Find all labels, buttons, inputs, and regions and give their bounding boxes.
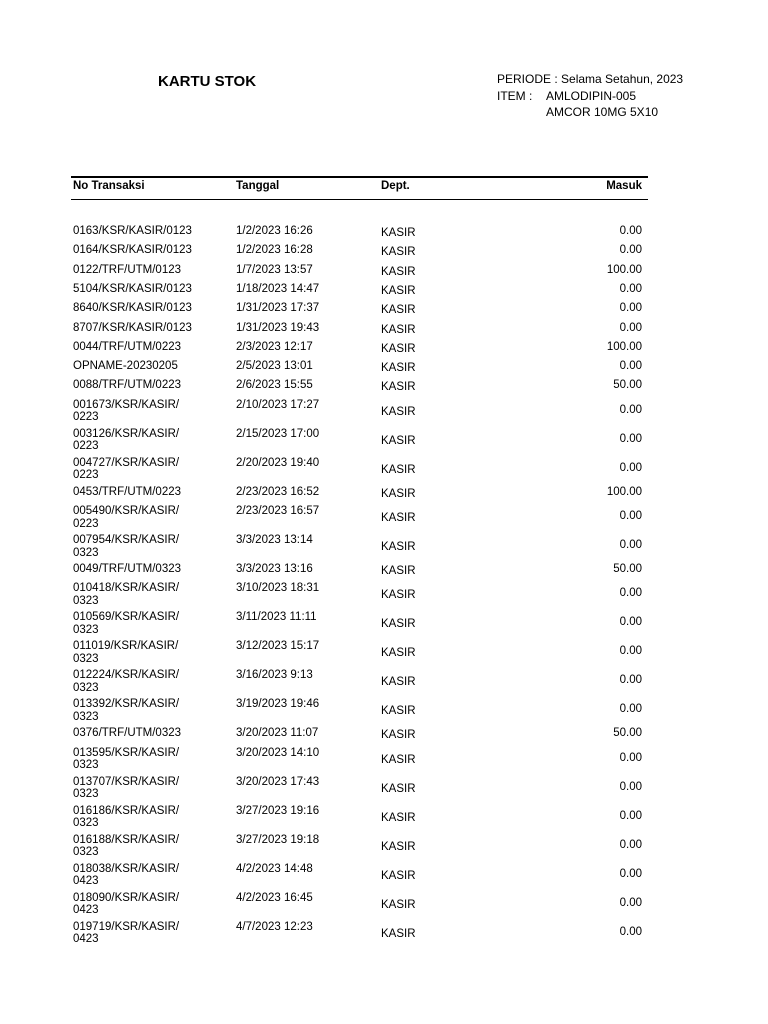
cell-dept: KASIR: [381, 246, 416, 259]
cell-dept: KASIR: [381, 647, 416, 660]
cell-no-transaksi: 016186/KSR/KASIR/​0323: [73, 804, 180, 830]
cell-no-transaksi: 004727/KSR/KASIR/​0223: [73, 456, 180, 482]
table-row: [0, 610, 768, 639]
cell-tanggal: 2/3/2023 12:17: [236, 340, 313, 353]
table-row: [0, 398, 768, 427]
cell-dept: KASIR: [381, 729, 416, 742]
table-row: [0, 359, 768, 378]
cell-no-transaksi: 0044/TRF/UTM/0223: [73, 340, 182, 353]
cell-masuk: 100.00: [606, 263, 642, 276]
table-row: [0, 804, 768, 833]
cell-masuk: 0.00: [619, 244, 642, 257]
cell-tanggal: 2/5/2023 13:01: [236, 360, 313, 373]
cell-dept: KASIR: [381, 405, 416, 418]
cell-dept: KASIR: [381, 512, 416, 524]
cell-masuk: 0.00: [619, 645, 642, 658]
cell-masuk: 0.00: [619, 587, 642, 600]
cell-tanggal: 1/2/2023 16:26: [236, 225, 313, 237]
cell-masuk: 0.00: [619, 432, 642, 445]
table-row: [0, 746, 768, 775]
cell-no-transaksi: 007954/KSR/KASIR/​0323: [73, 534, 180, 559]
cell-masuk: 0.00: [619, 925, 642, 938]
cell-no-transaksi: 005490/KSR/KASIR/​0223: [73, 505, 180, 530]
period-text: PERIODE : Selama Setahun, 2023: [497, 72, 684, 86]
cell-no-transaksi: 001673/KSR/KASIR/​0223: [73, 398, 180, 424]
cell-dept: KASIR: [381, 753, 416, 766]
cell-tanggal: 4/7/2023 12:23: [236, 920, 313, 933]
cell-dept: KASIR: [381, 284, 416, 297]
cell-tanggal: 2/20/2023 19:40: [236, 456, 320, 469]
item-name: AMCOR 10MG 5X10: [546, 105, 659, 119]
cell-dept: KASIR: [381, 304, 416, 317]
table-row: [0, 263, 768, 282]
item-label: ITEM :: [497, 89, 533, 103]
cell-tanggal: 3/27/2023 19:18: [236, 833, 320, 846]
cell-no-transaksi: 013595/KSR/KASIR/​0323: [73, 746, 180, 772]
table-row: [0, 243, 768, 262]
cell-no-transaksi: 0088/TRF/UTM/0223: [73, 379, 182, 392]
table-row: [0, 726, 768, 745]
cell-tanggal: 3/11/2023 11:11: [236, 611, 317, 624]
table-row: [0, 920, 768, 949]
table-row: [0, 833, 768, 862]
cell-no-transaksi: 019719/KSR/KASIR/​0423: [73, 920, 180, 946]
cell-no-transaksi: 0376/TRF/UTM/0323: [73, 727, 182, 740]
cell-dept: KASIR: [381, 840, 416, 853]
cell-tanggal: 4/2/2023 16:45: [236, 891, 313, 904]
cell-tanggal: 3/3/2023 13:16: [236, 563, 313, 575]
cell-no-transaksi: 0164/KSR/KASIR/0123: [73, 244, 192, 257]
cell-masuk: 0.00: [619, 539, 642, 551]
cell-masuk: 0.00: [619, 867, 642, 880]
cell-dept: KASIR: [381, 565, 416, 577]
cell-masuk: 0.00: [619, 674, 642, 687]
cell-tanggal: 4/2/2023 14:48: [236, 862, 313, 875]
cell-tanggal: 2/23/2023 16:57: [236, 505, 320, 517]
table-row: [0, 862, 768, 891]
table-row: [0, 427, 768, 456]
cell-no-transaksi: 010569/KSR/KASIR/​0323: [73, 611, 180, 636]
table-row: [0, 282, 768, 301]
cell-tanggal: 1/2/2023 16:28: [236, 244, 313, 257]
table-row: [0, 301, 768, 320]
cell-dept: KASIR: [381, 434, 416, 447]
cell-no-transaksi: 0122/TRF/UTM/0123: [73, 263, 182, 276]
table-row: [0, 378, 768, 397]
cell-dept: KASIR: [381, 618, 416, 631]
cell-masuk: 0.00: [619, 403, 642, 416]
table-row: [0, 891, 768, 920]
cell-masuk: 0.00: [619, 751, 642, 764]
cell-masuk: 100.00: [606, 340, 642, 353]
cell-no-transaksi: 010418/KSR/KASIR/​0323: [73, 582, 180, 607]
cell-dept: KASIR: [381, 227, 416, 239]
table-row: [0, 456, 768, 485]
cell-masuk: 0.00: [619, 616, 642, 629]
cell-tanggal: 1/18/2023 14:47: [236, 282, 320, 295]
table-row: [0, 340, 768, 359]
cell-tanggal: 3/27/2023 19:16: [236, 804, 320, 817]
cell-no-transaksi: 0049/TRF/UTM/0323: [73, 563, 182, 575]
cell-no-transaksi: 018090/KSR/KASIR/​0423: [73, 891, 180, 917]
table-row: [0, 533, 768, 562]
cell-no-transaksi: 5104/KSR/KASIR/0123: [73, 282, 192, 295]
cell-dept: KASIR: [381, 487, 416, 500]
column-header-tanggal: Tanggal: [236, 180, 280, 192]
column-header-dept: Dept.: [381, 180, 410, 192]
column-header-no: No Transaksi: [73, 180, 145, 192]
table-row: [0, 668, 768, 697]
cell-no-transaksi: 013707/KSR/KASIR/​0323: [73, 775, 180, 801]
cell-no-transaksi: OPNAME-20230205: [73, 360, 178, 373]
cell-masuk: 0.00: [619, 360, 642, 373]
cell-tanggal: 1/31/2023 19:43: [236, 321, 320, 334]
cell-dept: KASIR: [381, 265, 416, 278]
cell-masuk: 0.00: [619, 703, 642, 716]
cell-no-transaksi: 018038/KSR/KASIR/​0423: [73, 862, 180, 888]
cell-tanggal: 2/15/2023 17:00: [236, 427, 320, 440]
cell-masuk: 0.00: [619, 838, 642, 851]
table-row: [0, 224, 768, 243]
cell-tanggal: 3/12/2023 15:17: [236, 640, 320, 653]
cell-dept: KASIR: [381, 342, 416, 355]
cell-masuk: 0.00: [619, 225, 642, 237]
cell-dept: KASIR: [381, 323, 416, 336]
cell-masuk: 0.00: [619, 809, 642, 822]
item-code: AMLODIPIN-005: [546, 89, 637, 103]
cell-masuk: 0.00: [619, 321, 642, 334]
table-row: [0, 697, 768, 726]
cell-masuk: 50.00: [613, 727, 642, 740]
cell-tanggal: 3/20/2023 11:07: [236, 727, 319, 740]
cell-no-transaksi: 012224/KSR/KASIR/​0323: [73, 669, 180, 694]
cell-dept: KASIR: [381, 898, 416, 911]
column-header-masuk: Masuk: [606, 180, 642, 192]
cell-no-transaksi: 0453/TRF/UTM/0223: [73, 485, 182, 498]
report-title: KARTU STOK: [158, 73, 257, 90]
cell-tanggal: 3/20/2023 17:43: [236, 775, 320, 788]
cell-tanggal: 3/19/2023 19:46: [236, 698, 320, 711]
cell-no-transaksi: 016188/KSR/KASIR/​0323: [73, 833, 180, 859]
cell-masuk: 50.00: [613, 563, 642, 575]
cell-tanggal: 1/7/2023 13:57: [236, 263, 313, 276]
cell-no-transaksi: 8707/KSR/KASIR/0123: [73, 321, 192, 334]
cell-tanggal: 3/3/2023 13:14: [236, 534, 313, 546]
cell-dept: KASIR: [381, 463, 416, 476]
cell-no-transaksi: 8640/KSR/KASIR/0123: [73, 302, 192, 315]
cell-no-transaksi: 013392/KSR/KASIR/​0323: [73, 698, 180, 723]
table-row: [0, 504, 768, 533]
cell-dept: KASIR: [381, 381, 416, 394]
cell-tanggal: 2/10/2023 17:27: [236, 398, 320, 411]
table-top-rule: [71, 176, 648, 178]
table-row: [0, 775, 768, 804]
table-row: [0, 562, 768, 581]
table-row: [0, 485, 768, 504]
cell-tanggal: 3/10/2023 18:31: [236, 582, 320, 595]
cell-no-transaksi: 0163/KSR/KASIR/0123: [73, 225, 192, 237]
table-row: [0, 581, 768, 610]
cell-tanggal: 2/23/2023 16:52: [236, 485, 320, 498]
cell-masuk: 0.00: [619, 896, 642, 909]
cell-masuk: 0.00: [619, 510, 642, 522]
cell-tanggal: 3/16/2023 9:13: [236, 669, 313, 682]
cell-masuk: 0.00: [619, 282, 642, 295]
cell-masuk: 0.00: [619, 461, 642, 474]
cell-dept: KASIR: [381, 541, 416, 553]
cell-tanggal: 2/6/2023 15:55: [236, 379, 313, 392]
cell-dept: KASIR: [381, 362, 416, 375]
table-row: [0, 321, 768, 340]
cell-dept: KASIR: [381, 676, 416, 689]
cell-masuk: 0.00: [619, 302, 642, 315]
cell-dept: KASIR: [381, 705, 416, 718]
item-line: [497, 89, 648, 103]
cell-tanggal: 3/20/2023 14:10: [236, 746, 320, 759]
cell-tanggal: 1/31/2023 17:37: [236, 302, 320, 315]
cell-dept: KASIR: [381, 589, 416, 602]
cell-no-transaksi: 003126/KSR/KASIR/​0223: [73, 427, 180, 453]
cell-masuk: 100.00: [606, 485, 642, 498]
cell-masuk: 0.00: [619, 780, 642, 793]
cell-masuk: 50.00: [613, 379, 642, 392]
cell-dept: KASIR: [381, 782, 416, 795]
cell-dept: KASIR: [381, 927, 416, 940]
cell-dept: KASIR: [381, 869, 416, 882]
table-header-rule: [71, 199, 648, 200]
table-row: [0, 639, 768, 668]
cell-dept: KASIR: [381, 811, 416, 824]
cell-no-transaksi: 011019/KSR/KASIR/​0323: [73, 640, 179, 665]
